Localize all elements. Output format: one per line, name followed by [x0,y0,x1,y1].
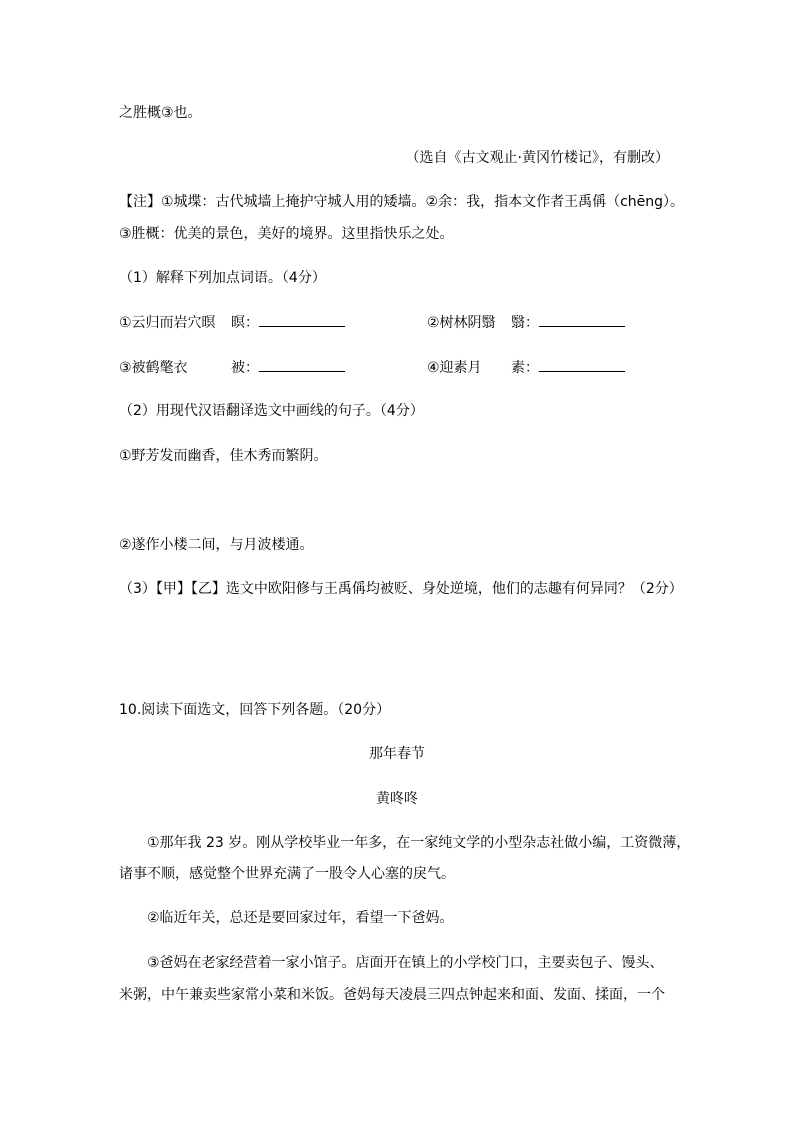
vocab-item [427,357,625,378]
annotation-note: 【注】①城堞：古代城墙上掩护守城人用的矮墙。②余：我，指本文作者王禹偁（chēng）。 [119,194,685,210]
vocab-word: 素： [511,360,539,376]
answer-blank[interactable] [259,312,345,327]
question-1: （1）解释下列加点词语。（4分） [119,270,326,286]
vocab-word: 翳： [511,315,539,331]
answer-blank[interactable] [539,312,625,327]
question-10: 10.阅读下面选文，回答下列各题。（20分） [119,702,391,718]
article-author: 黄咚咚 [376,791,418,807]
vocab-item [119,357,345,378]
question-2: （2）用现代汉语翻译选文中画线的句子。（4分） [119,403,424,419]
translate-sentence: ②遂作小楼二间，与月波楼通。 [119,537,314,553]
vocab-item [119,312,345,333]
answer-blank[interactable] [259,357,345,372]
vocab-word: 被： [231,360,259,376]
vocab-word: 暝： [231,315,259,331]
paragraph-line: ③爸妈在老家经营着一家小馆子。店面开在镇上的小学校门口，主要卖包子、馒头、 [147,955,664,971]
vocab-phrase: ①云归而岩穴暝 [119,315,216,331]
source-citation: （选自《古文观止·黄冈竹楼记》，有删改） [405,150,669,166]
paragraph-line: ①那年我 23 岁。刚从学校毕业一年多，在一家纯文学的小型杂志社做小编，工资微薄， [147,835,691,851]
answer-blank[interactable] [539,357,625,372]
vocab-phrase: ④迎素月 [427,360,482,376]
text-line: 之胜概③也。 [119,105,202,121]
translate-sentence: ①野芳发而幽香，佳木秀而繁阴。 [119,448,328,464]
paragraph-line: 米粥，中午兼卖些家常小菜和米饭。爸妈每天凌晨三四点钟起来和面、发面、揉面，一个 [119,987,665,1003]
annotation-note: ③胜概：优美的景色，美好的境界。这里指快乐之处。 [119,226,454,242]
vocab-item [427,312,625,333]
paragraph-line: ②临近年关，总还是要回家过年，看望一下爸妈。 [147,910,454,926]
vocab-phrase: ③被鹤氅衣 [119,360,188,376]
vocab-phrase: ②树林阴翳 [427,315,496,331]
question-3: （3）【甲】【乙】选文中欧阳修与王禹偁均被贬、身处逆境，他们的志趣有何异同？（2分） [119,581,683,597]
paragraph-line: 诸事不顺，感觉整个世界充满了一股令人心塞的戾气。 [119,866,455,882]
article-title: 那年春节 [369,746,425,762]
